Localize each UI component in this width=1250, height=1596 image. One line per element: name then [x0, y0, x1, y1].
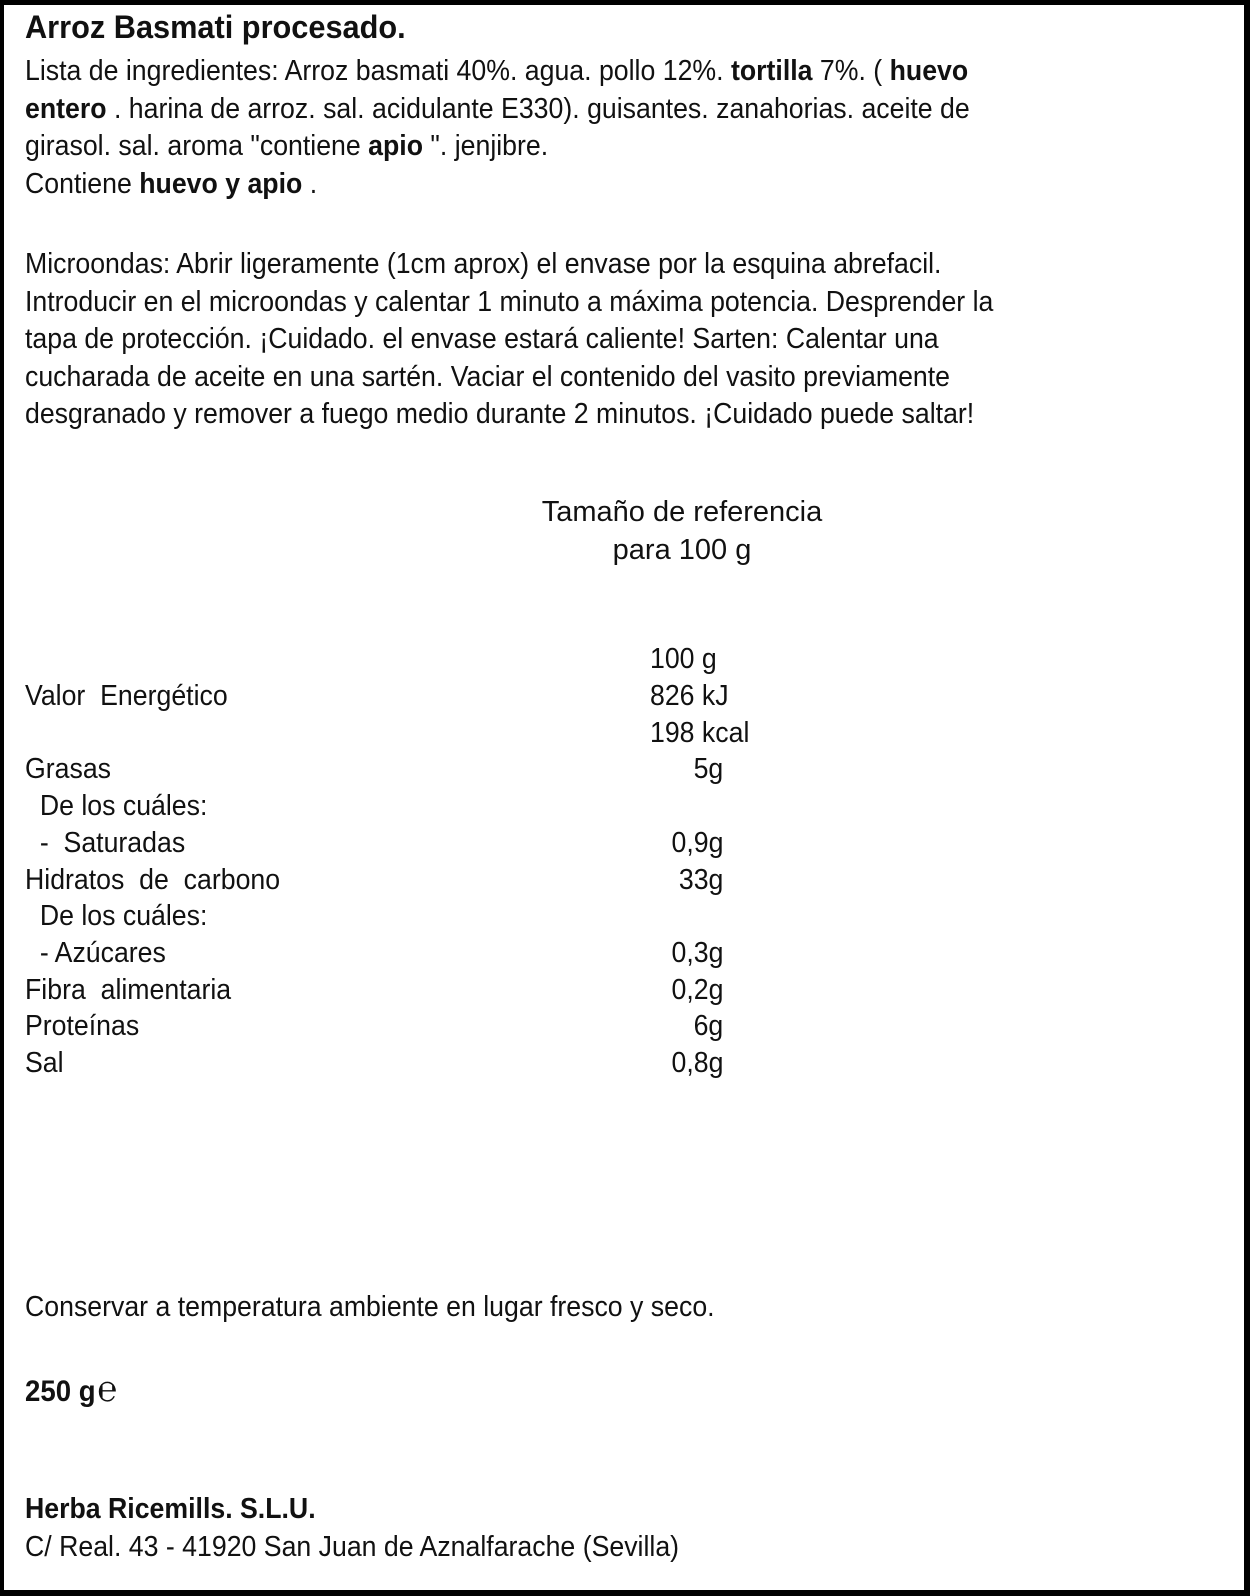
nutrition-row	[25, 1008, 785, 1045]
preparation-instructions	[25, 246, 993, 434]
ingredients-line	[25, 53, 970, 91]
nutrient-value: 33g	[678, 863, 723, 896]
ingredients-text: 7%. (	[812, 55, 890, 87]
allergen-highlight: huevo y apio	[139, 167, 303, 200]
nutrition-row	[25, 715, 785, 752]
allergen-highlight: huevo	[889, 55, 969, 87]
nutrient-value: 0,2g	[671, 973, 723, 1006]
nutrition-row	[25, 898, 785, 935]
preparation-line: desgranado y remover a fuego medio durante 2 minutos. ¡Cuidado puede saltar!	[25, 398, 975, 430]
nutrient-value: 6g	[693, 1010, 723, 1043]
nutrient-name: - Azúcares	[25, 936, 166, 969]
nutrition-row	[25, 972, 785, 1009]
reference-size-subheading: para 100 g	[612, 534, 752, 566]
nutrition-row	[25, 678, 785, 715]
nutrient-name: Proteínas	[25, 1010, 140, 1043]
company-address: C/ Real. 43 - 41920 San Juan de Aznalfarache (Sevilla)	[25, 1531, 680, 1563]
ingredients-line	[25, 128, 970, 166]
ingredients-line	[25, 166, 970, 204]
nutrition-row	[25, 751, 785, 788]
nutrient-name: Valor Energético	[25, 680, 228, 712]
nutrient-name: Grasas	[25, 753, 112, 786]
preparation-line: tapa de protección. ¡Cuidado. el envase estará caliente! Sarten: Calentar una	[25, 323, 939, 355]
nutrient-name: De los cuáles:	[25, 900, 208, 933]
net-weight	[25, 1371, 117, 1410]
ingredients-line	[25, 91, 970, 129]
allergen-highlight: entero	[25, 92, 107, 125]
company-name: Herba Ricemills. S.L.U.	[25, 1493, 316, 1525]
preparation-line: Microondas: Abrir ligeramente (1cm aprox) el envase por la esquina abrefacil.	[25, 248, 942, 280]
net-weight-value: 250 g	[25, 1375, 96, 1408]
ingredients-text: ". jenjibre.	[423, 130, 549, 162]
ingredients-block	[25, 53, 970, 203]
ingredients-text: girasol. sal. aroma "contiene	[25, 130, 369, 162]
allergen-highlight: apio	[368, 130, 424, 162]
nutrient-name: De los cuáles:	[25, 790, 208, 823]
nutrient-name: Sal	[25, 1047, 64, 1079]
ingredients-text: Lista de ingredientes: Arroz basmati 40%. agua. pollo 12%.	[25, 55, 731, 87]
nutrient-name: - Saturadas	[25, 826, 186, 859]
nutrition-row	[25, 788, 785, 825]
nutrient-value: 0,9g	[671, 826, 723, 859]
storage-instructions: Conservar a temperatura ambiente en lugar fresco y seco.	[25, 1291, 715, 1323]
ingredients-text: .	[302, 167, 318, 200]
nutrient-name: Hidratos de carbono	[25, 863, 281, 896]
product-label	[4, 5, 1244, 1590]
nutrition-column-header: 100 g	[650, 643, 717, 675]
nutrition-column-header-row	[25, 641, 785, 678]
nutrient-value: 198 kcal	[650, 716, 750, 749]
nutrient-value: 826 kJ	[650, 680, 729, 712]
ingredients-text: Contiene	[25, 167, 140, 200]
product-title: Arroz Basmati procesado.	[25, 9, 406, 45]
preparation-line: cucharada de aceite en una sartén. Vaciar el contenido del vasito previamente	[25, 360, 951, 393]
allergen-highlight: tortilla	[730, 55, 813, 87]
nutrition-row	[25, 862, 785, 899]
reference-size-heading: Tamaño de referencia	[541, 496, 823, 528]
nutrition-row	[25, 1045, 785, 1082]
nutrient-name: Fibra alimentaria	[25, 973, 232, 1006]
nutrient-value: 5g	[693, 753, 723, 786]
nutrient-value: 0,8g	[671, 1047, 723, 1079]
preparation-line: Introducir en el microondas y calentar 1 minuto a máxima potencia. Desprender la	[25, 285, 994, 318]
ingredients-text: . harina de arroz. sal. acidulante E330). guisantes. zanahorias. aceite de	[106, 92, 970, 125]
nutrition-row	[25, 935, 785, 972]
nutrition-row	[25, 825, 785, 862]
estimated-sign-icon: ℮	[97, 1369, 118, 1410]
nutrient-value: 0,3g	[671, 936, 723, 969]
